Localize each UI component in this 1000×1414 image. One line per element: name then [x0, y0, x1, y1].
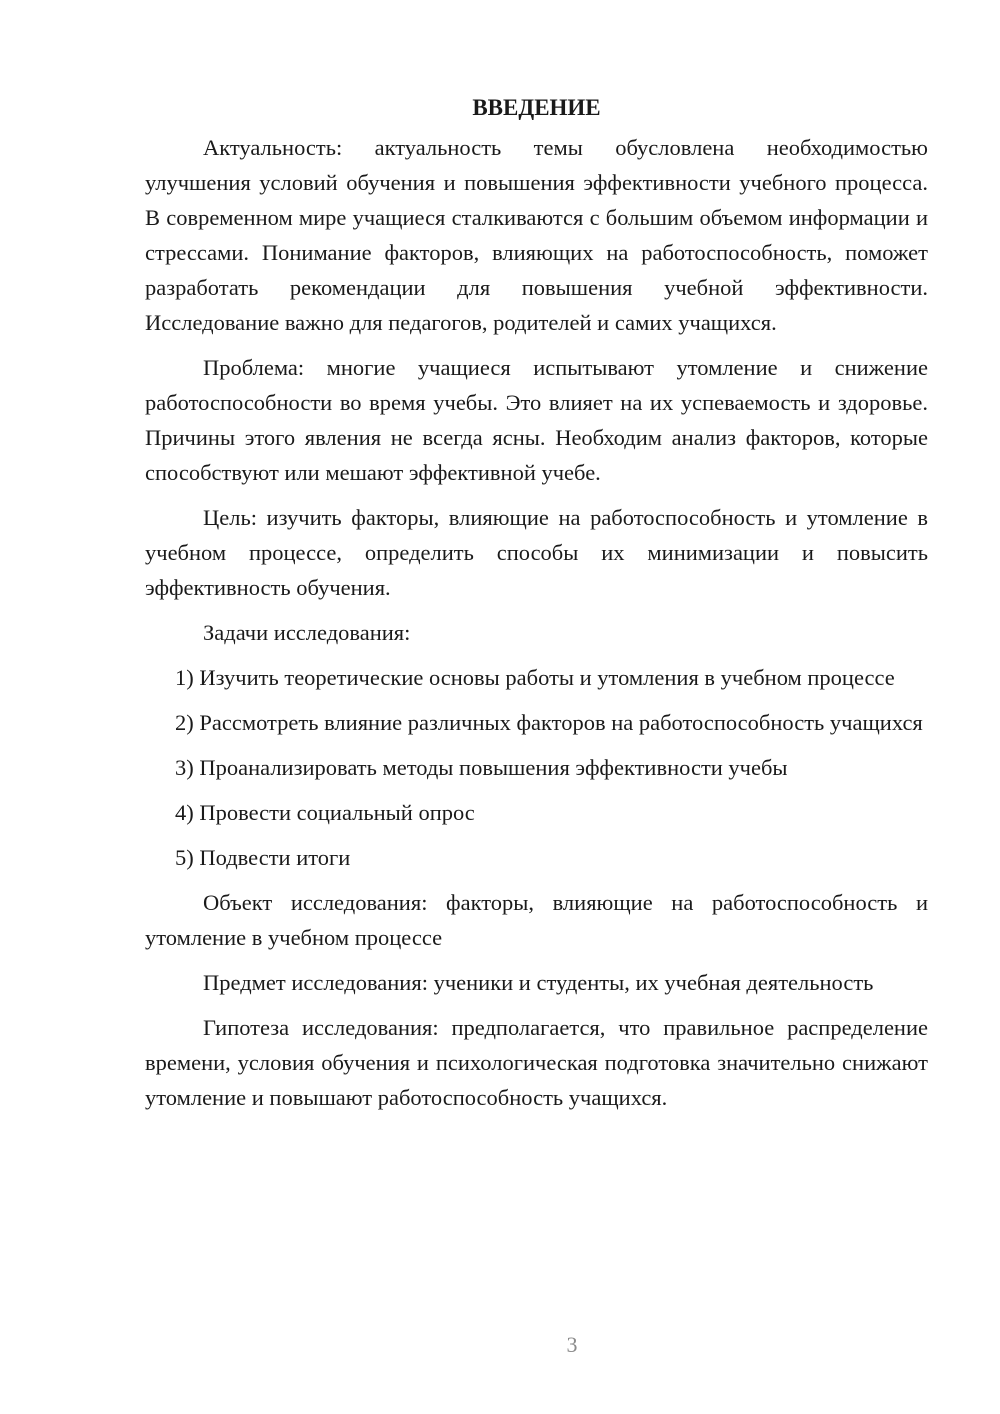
task-item-3: 3) Проанализировать методы повышения эффективности учебы: [175, 755, 788, 780]
page-number-footer: [72, 1332, 1000, 1358]
page-title: ВВЕДЕНИЕ: [472, 95, 601, 120]
task-item-1: 1) Изучить теоретические основы работы и утомления в учебном процессе: [175, 665, 895, 690]
paragraph-goal: Цель: изучить факторы, влияющие на работоспособность и утомление в учебном процессе, определить способы их минимизации и повысить эффективность обучения.: [145, 505, 928, 600]
task-item-4: 4) Провести социальный опрос: [175, 800, 475, 825]
paragraph-tasks-heading: Задачи исследования:: [203, 620, 411, 645]
paragraph-relevance: Актуальность: актуальность темы обусловлена необходимостью улучшения условий обучения и повышения эффективности учебного процесса. В современном мире учащиеся сталкиваются с большим объемом информации и стрессами. Понимание факторов, влияющих на работоспособность, поможет разработать рекомендации для повышения учебной эффективности. Исследование важно для педагогов, родителей и самих учащихся.: [145, 135, 928, 335]
document-page: [145, 90, 928, 1125]
task-item-2: 2) Рассмотреть влияние различных факторов на работоспособность учащихся: [175, 710, 923, 735]
paragraph-object: Объект исследования: факторы, влияющие на работоспособность и утомление в учебном процессе: [145, 890, 928, 950]
paragraph-subject: Предмет исследования: ученики и студенты, их учебная деятельность: [203, 970, 874, 995]
paragraph-problem: Проблема: многие учащиеся испытывают утомление и снижение работоспособности во время учебы. Это влияет на их успеваемость и здоровье. Причины этого явления не всегда ясны. Необходим анализ факторов, которые способствуют или мешают эффективной учебе.: [145, 355, 928, 485]
page-number: 3: [566, 1332, 578, 1357]
paragraph-hypothesis: Гипотеза исследования: предполагается, что правильное распределение времени, условия обучения и психологическая подготовка значительно снижают утомление и повышают работоспособность учащихся.: [145, 1015, 928, 1110]
task-item-5: 5) Подвести итоги: [175, 845, 351, 870]
